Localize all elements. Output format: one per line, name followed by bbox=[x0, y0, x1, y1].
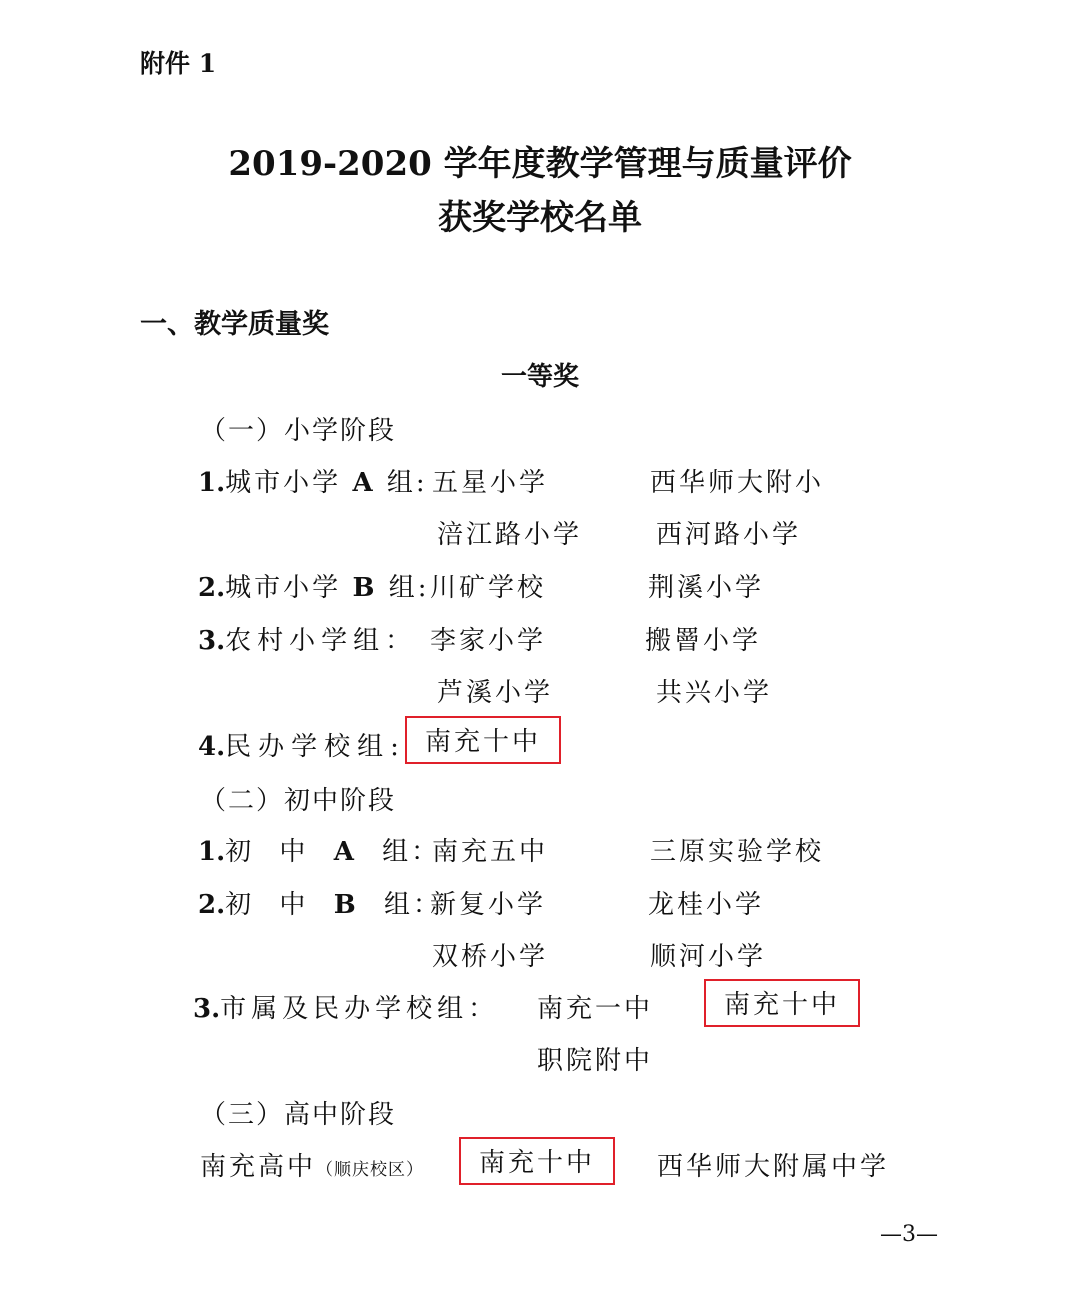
group-number: 3. bbox=[193, 994, 221, 1024]
group-number: 2. bbox=[198, 573, 226, 603]
stage-heading-high: （三）高中阶段 bbox=[200, 1100, 397, 1130]
group-letter: B bbox=[352, 573, 378, 603]
group-number: 4. bbox=[198, 732, 226, 762]
campus-note: （顺庆校区） bbox=[316, 1160, 425, 1180]
school-name: 西河路小学 bbox=[656, 520, 802, 550]
school-name: 川矿学校 bbox=[430, 573, 547, 603]
highlighted-school-name: 南充十中 bbox=[405, 716, 561, 764]
school-name: 顺河小学 bbox=[650, 942, 767, 972]
group-label-text: 市属及民办学校组： bbox=[220, 994, 500, 1024]
group-label-private-primary bbox=[198, 726, 406, 763]
stage-heading-middle: （二）初中阶段 bbox=[200, 786, 397, 816]
school-name: 龙桂小学 bbox=[648, 890, 765, 920]
school-name: 西华师大附属中学 bbox=[657, 1152, 890, 1182]
document-title-line1: 2019-2020 学年度教学管理与质量评价 bbox=[228, 144, 852, 184]
prize-level-heading: 一等奖 bbox=[500, 362, 579, 392]
group-letter: A bbox=[333, 837, 357, 867]
section-heading-teaching-quality: 一、教学质量奖 bbox=[140, 309, 329, 340]
school-name: 李家小学 bbox=[430, 626, 547, 656]
school-name: 双桥小学 bbox=[432, 942, 549, 972]
school-name: 搬罾小学 bbox=[645, 626, 762, 656]
group-letter: B bbox=[333, 890, 359, 920]
school-name: 西华师大附小 bbox=[650, 468, 825, 498]
school-name: 职院附中 bbox=[537, 1046, 654, 1076]
page-number: —3— bbox=[880, 1222, 938, 1247]
school-name: 荆溪小学 bbox=[648, 573, 765, 603]
school-name: 芦溪小学 bbox=[437, 678, 554, 708]
school-name: 南充一中 bbox=[537, 994, 654, 1024]
group-label-text: 城市小学 bbox=[225, 468, 342, 498]
school-name: 新复小学 bbox=[430, 890, 547, 920]
group-label-rural-primary bbox=[198, 620, 417, 657]
school-name-text: 南充高中 bbox=[200, 1152, 317, 1182]
group-label-text: 城市小学 bbox=[225, 573, 342, 603]
group-suffix: 组: bbox=[388, 573, 430, 603]
school-name: 南充五中 bbox=[432, 837, 549, 867]
attachment-label: 附件 1 bbox=[140, 49, 217, 78]
group-label-text: 农村小学组： bbox=[225, 626, 418, 656]
group-label-city-private-middle bbox=[193, 988, 499, 1025]
group-suffix: 组： bbox=[382, 837, 441, 867]
school-name: 共兴小学 bbox=[656, 678, 773, 708]
group-label-city-primary-b bbox=[198, 567, 429, 604]
stage-heading-primary: （一）小学阶段 bbox=[200, 416, 397, 446]
highlighted-school-name: 南充十中 bbox=[459, 1137, 615, 1185]
document-title-line2: 获奖学校名单 bbox=[438, 198, 642, 238]
school-name: 三原实验学校 bbox=[650, 837, 825, 867]
group-suffix: 组： bbox=[383, 890, 442, 920]
group-number: 3. bbox=[198, 626, 226, 656]
group-number: 1. bbox=[198, 468, 226, 498]
highlighted-school-name: 南充十中 bbox=[704, 979, 860, 1027]
group-label-text: 民办学校组: bbox=[225, 732, 406, 762]
group-letter: A bbox=[352, 468, 376, 498]
group-label-text: 初 中 bbox=[225, 890, 309, 920]
group-label-text: 初 中 bbox=[225, 837, 309, 867]
group-number: 2. bbox=[198, 890, 226, 920]
group-label-city-primary-a bbox=[198, 462, 428, 499]
group-label-middle-b bbox=[198, 884, 442, 921]
group-number: 1. bbox=[198, 837, 226, 867]
school-name: 五星小学 bbox=[432, 468, 549, 498]
group-suffix: 组: bbox=[386, 468, 428, 498]
school-name: 涪江路小学 bbox=[437, 520, 583, 550]
school-name bbox=[200, 1146, 424, 1183]
group-label-middle-a bbox=[198, 831, 440, 868]
